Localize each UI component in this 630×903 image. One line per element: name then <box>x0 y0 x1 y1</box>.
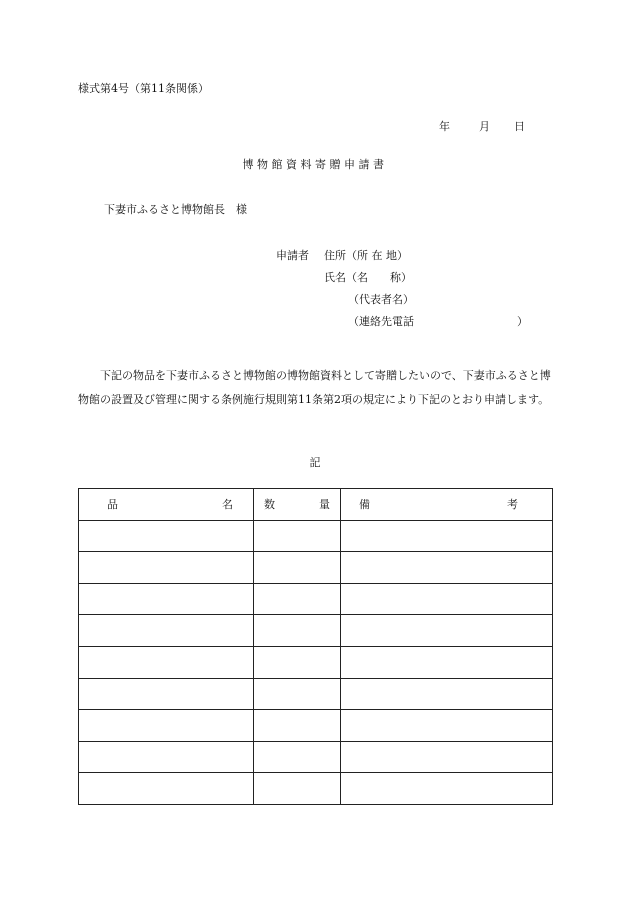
table-row <box>79 678 553 710</box>
addressee: 下妻市ふるさと博物館長 様 <box>104 203 247 216</box>
item-name-cell[interactable] <box>79 583 254 615</box>
table-row <box>79 552 553 584</box>
item-name-cell[interactable] <box>79 615 254 647</box>
table-row <box>79 583 553 615</box>
applicant-label: 申請者 <box>276 249 309 262</box>
table-row <box>79 520 553 552</box>
item-name-cell[interactable] <box>79 741 254 773</box>
quantity-cell[interactable] <box>254 552 341 584</box>
table-row <box>79 646 553 678</box>
header-quantity: 数 量 <box>254 489 341 521</box>
remarks-cell[interactable] <box>341 646 553 678</box>
quantity-cell[interactable] <box>254 646 341 678</box>
applicant-representative-label: （代表者名） <box>348 293 414 306</box>
quantity-cell[interactable] <box>254 710 341 742</box>
remarks-cell[interactable] <box>341 678 553 710</box>
quantity-cell[interactable] <box>254 615 341 647</box>
item-name-cell[interactable] <box>79 646 254 678</box>
remarks-cell[interactable] <box>341 520 553 552</box>
applicant-phone-close: ） <box>517 315 528 328</box>
remarks-cell[interactable] <box>341 710 553 742</box>
quantity-cell[interactable] <box>254 520 341 552</box>
items-table <box>78 488 553 805</box>
date-year-label: 年 <box>439 120 450 133</box>
item-name-cell[interactable] <box>79 520 254 552</box>
date-day-label: 日 <box>514 120 525 133</box>
document-title: 博物館資料寄贈申請書 <box>242 158 388 171</box>
quantity-cell[interactable] <box>254 773 341 805</box>
applicant-block <box>276 249 528 337</box>
applicant-address-label: 住所（所 在 地） <box>324 249 408 262</box>
remarks-cell[interactable] <box>341 583 553 615</box>
applicant-phone-label: （連絡先電話 <box>348 315 414 328</box>
quantity-cell[interactable] <box>254 678 341 710</box>
form-number: 様式第4号（第11条関係） <box>78 82 209 95</box>
item-name-cell[interactable] <box>79 552 254 584</box>
item-name-cell[interactable] <box>79 710 254 742</box>
applicant-representative-row <box>276 293 414 315</box>
application-body-text: 下記の物品を下妻市ふるさと博物館の博物館資料として寄贈したいので、下妻市ふるさと博物館の設置及び管理に関する条例施行規則第11条第2項の規定により下記のとおり申請します。 <box>78 369 551 406</box>
remarks-cell[interactable] <box>341 615 553 647</box>
table-row <box>79 741 553 773</box>
remarks-cell[interactable] <box>341 773 553 805</box>
table-header-row <box>79 489 553 521</box>
table-row <box>79 710 553 742</box>
remarks-cell[interactable] <box>341 741 553 773</box>
remarks-cell[interactable] <box>341 552 553 584</box>
applicant-name-row <box>276 271 414 293</box>
applicant-address-row <box>276 249 414 271</box>
header-item-name: 品 名 <box>79 489 254 521</box>
quantity-cell[interactable] <box>254 583 341 615</box>
table-body <box>79 520 553 804</box>
item-name-cell[interactable] <box>79 678 254 710</box>
quantity-cell[interactable] <box>254 741 341 773</box>
header-remarks: 備 考 <box>341 489 553 521</box>
date-month-label: 月 <box>479 120 490 133</box>
table-row <box>79 615 553 647</box>
table-row <box>79 773 553 805</box>
date-line <box>439 120 525 134</box>
applicant-phone-row <box>276 315 528 337</box>
ki-heading: 記 <box>309 456 321 469</box>
applicant-name-label: 氏名（名 称） <box>324 271 412 284</box>
item-name-cell[interactable] <box>79 773 254 805</box>
